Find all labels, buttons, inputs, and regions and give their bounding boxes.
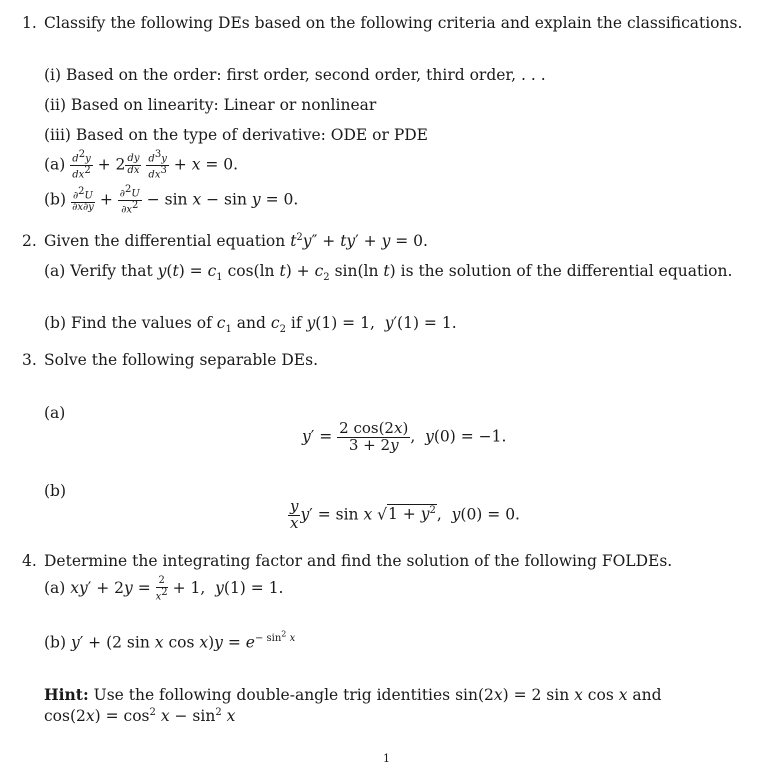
q1-text: Classify the following DEs based on the following criteria and explain the classifications. <box>44 14 743 32</box>
page-number: 1 <box>383 752 390 765</box>
q1-b-eq: $\frac{\partial^2U}{\partial x\partial y}$ <box>72 186 94 213</box>
q4-text: Determine the integrating factor and find the solution of the following FOLDEs. <box>44 552 673 570</box>
q4-b-label: (b) <box>44 633 67 652</box>
hint-text: Use the following double-angle trig identities <box>93 686 451 704</box>
q2-text: Given the differential equation <box>44 232 286 251</box>
q2-b-label: (b) Find the values of <box>44 314 212 332</box>
q4-a-label: (a) <box>44 579 66 598</box>
q3-a-eq: y′ = $\frac{2 \cos(2x)}{3 + 2y}$ , y(0) = −1. <box>302 419 507 454</box>
hint-and: and <box>632 686 662 704</box>
q3-b-label: (b) <box>44 482 67 500</box>
q2-b-and: and <box>236 314 266 332</box>
hint-label: Hint: <box>44 685 89 704</box>
q2-part-a: (a) Verify that $y(t) = c_1$ cos(ln $t) + c_2$ sin(ln t) is the solution of the differential equation. <box>44 262 733 284</box>
q1-a-label: (a) <box>44 155 66 174</box>
q3-text: Solve the following separable DEs. <box>44 351 318 369</box>
q1-criterion-linearity: (ii) Based on linearity: Linear or nonlinear <box>44 96 377 114</box>
q3-a-label: (a) <box>44 404 66 422</box>
q4-part-b: (b) y′ + (2 sin x $\cos x)y = e^{- sin^2 x}$ <box>44 630 296 652</box>
q2-a-tail: is the solution of the differential equation. <box>400 262 733 280</box>
q2-statement: Given the differential equation $t^2y'' + ty' + y = 0$. <box>44 232 428 251</box>
q4-part-a: (a) xy′ + 2y = $\frac{2}{x^2}$ + 1, y(1) = 1. <box>44 575 284 602</box>
q2-part-b: (b) Find the values of $c_1$ and $c_2$ if y(1) = 1, y′(1) = 1. <box>44 314 457 336</box>
q3-number: 3. <box>22 351 37 369</box>
q2-b-if: if <box>290 314 302 332</box>
q4-hint-line1: Hint: Use the following double-angle trig identities sin(2x) = 2 sin x cos x and <box>44 685 662 704</box>
q1-a-eq: $\frac{d^2y}{dx^2}$ <box>72 149 91 181</box>
q1-number: 1. <box>22 14 37 32</box>
q1-b-label: (b) <box>44 190 67 209</box>
q1-part-a: (a) $\frac{d^2y}{dx^2}$ + 2 $\frac{dy}{dx}$ $\frac{d^3y}{dx^3}$ + x = 0. <box>44 149 239 181</box>
q4-number: 4. <box>22 552 37 570</box>
q3-b-eq: $\frac{y}{x}$ y′ = sin x $√1 + y^2$, y(0) = 0. <box>290 497 520 532</box>
q2-a-label: (a) Verify that <box>44 262 153 280</box>
q1-criterion-derivative: (iii) Based on the type of derivative: ODE or PDE <box>44 126 428 144</box>
q1-part-b: (b) $\frac{\partial^2U}{\partial x\partial y}$ + $\frac{\partial^2U}{\partial x^2}$ − sin x − sin y = 0. <box>44 184 299 216</box>
q1-criterion-order: (i) Based on the order: first order, second order, third order, . . . <box>44 66 546 84</box>
q2-number: 2. <box>22 232 37 250</box>
q4-hint-line2: $\cos(2x) = \cos^2 x - \sin^2 x$ <box>44 707 236 726</box>
